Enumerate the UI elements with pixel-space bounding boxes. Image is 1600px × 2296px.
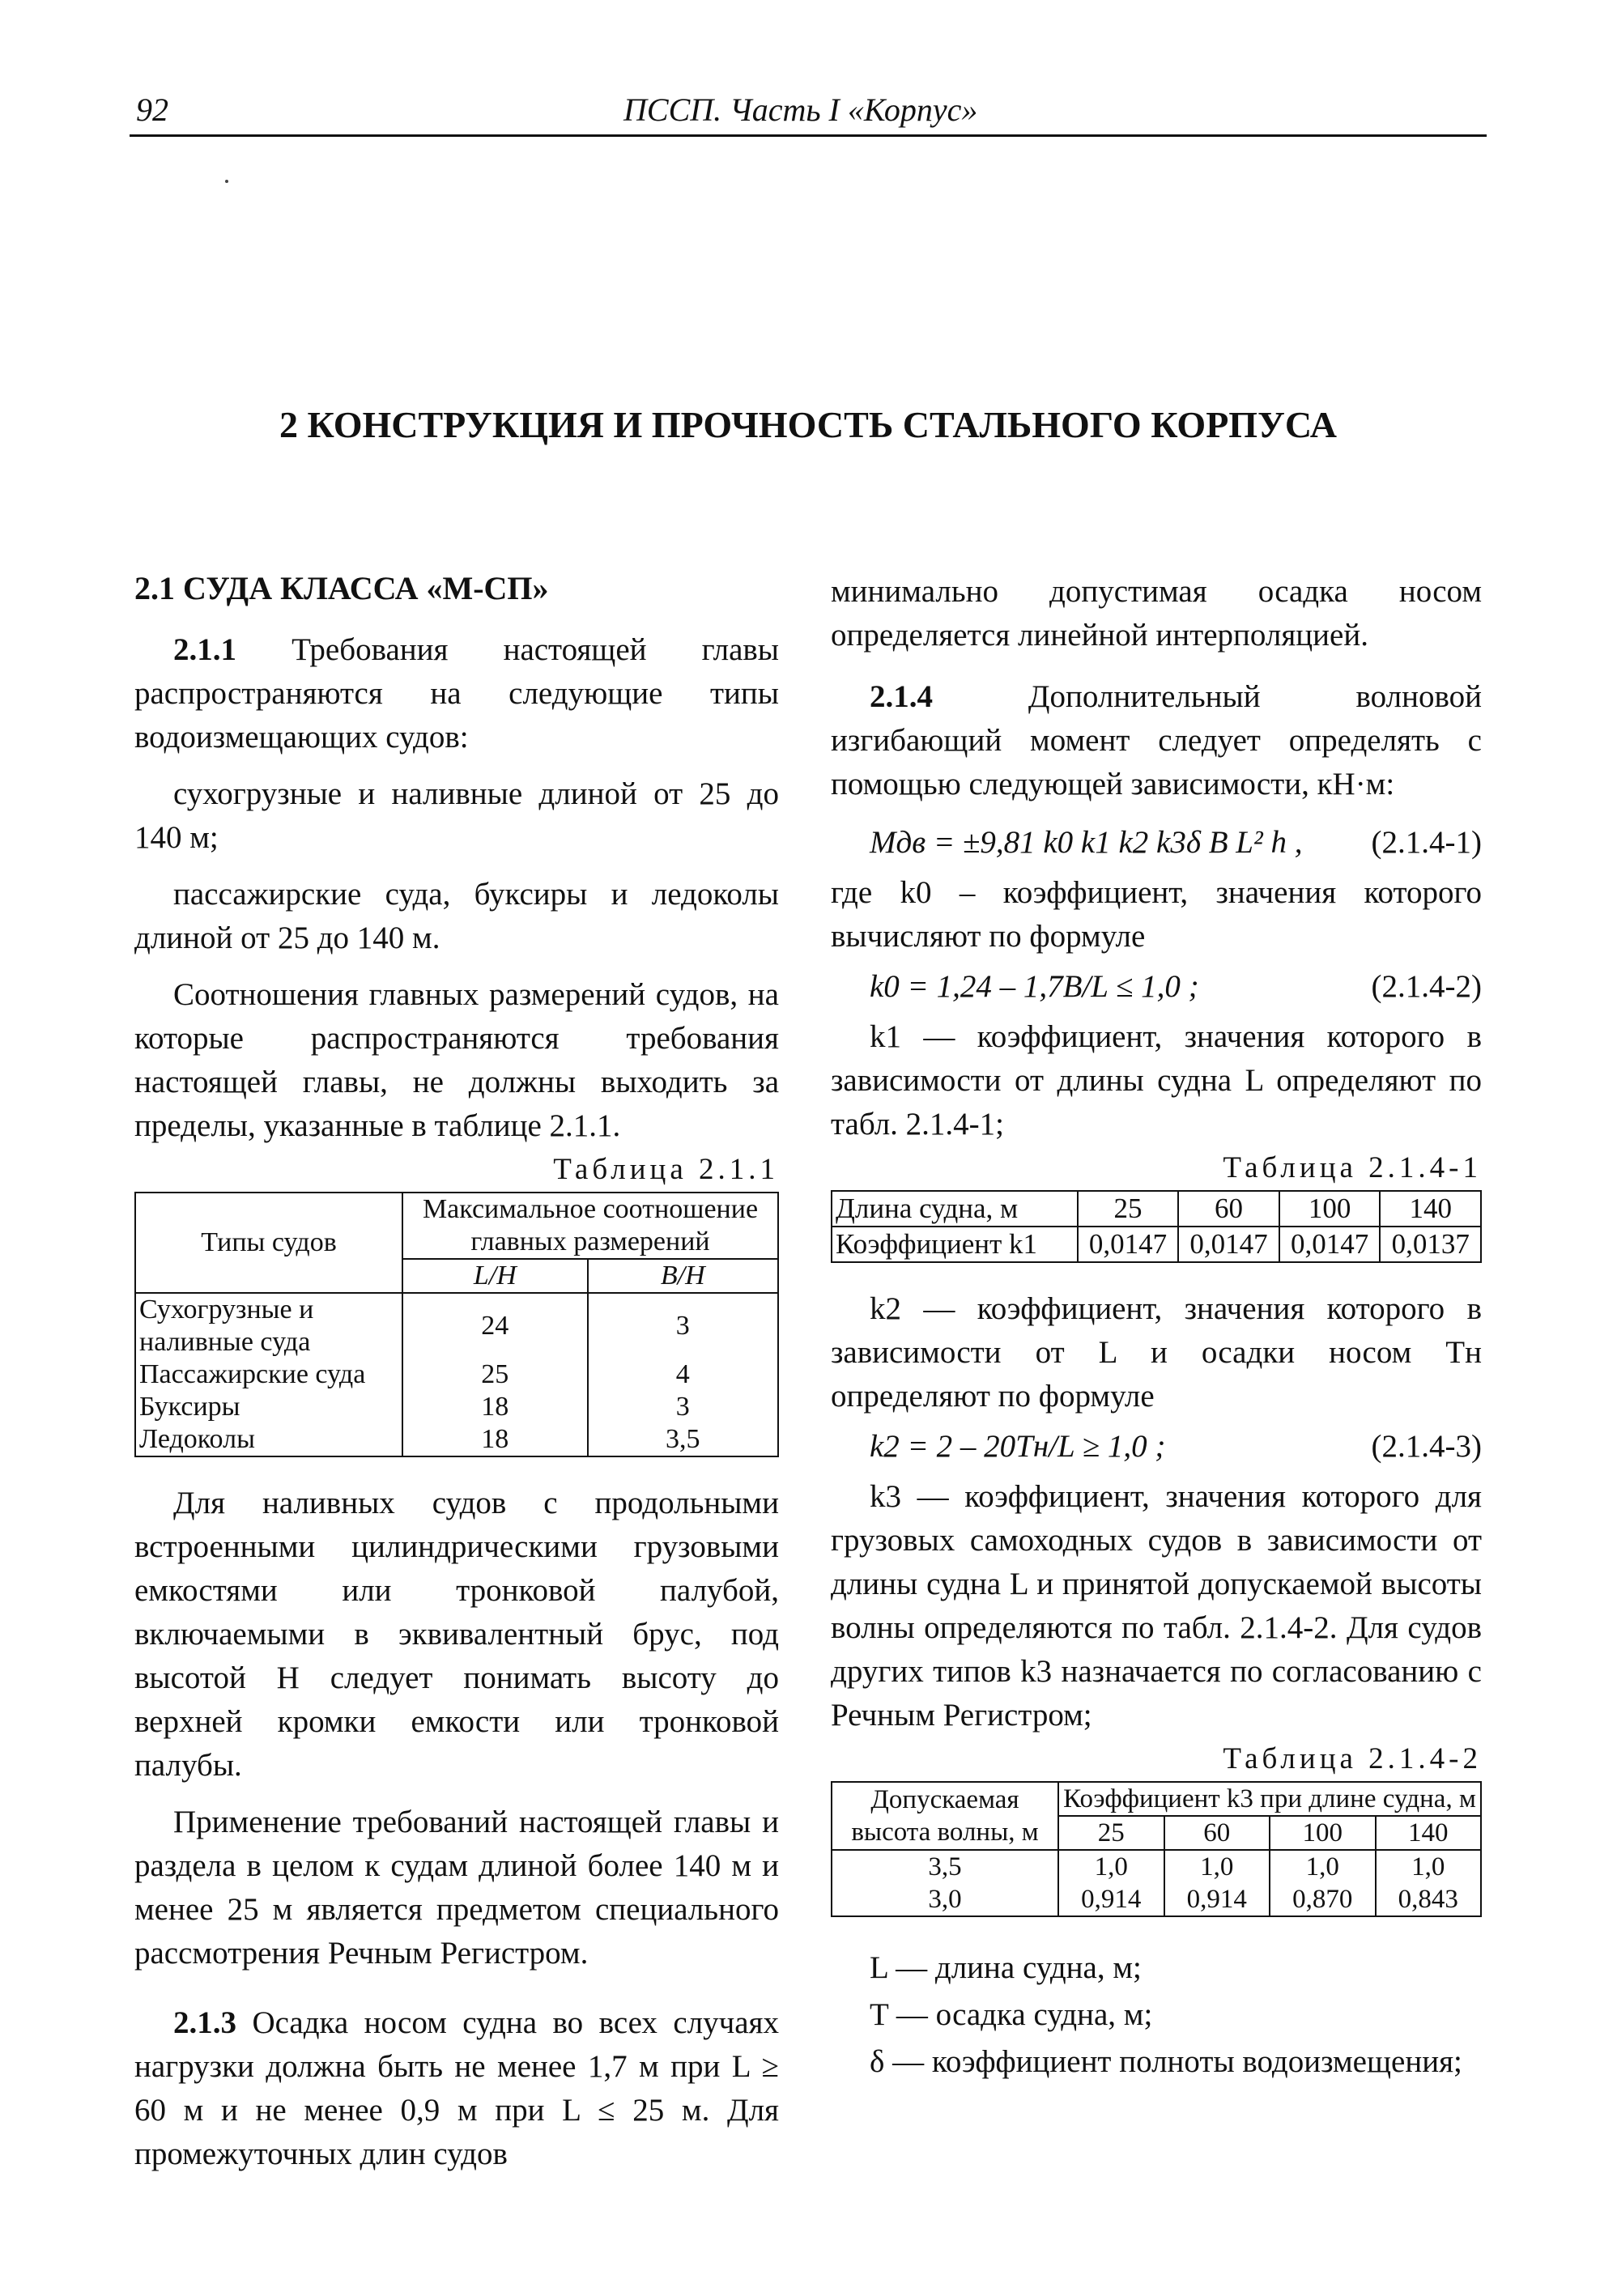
paragraph-k2: k2 — коэффициент, значения которого в зависимости от L и осадки носом Tн определяют по формуле bbox=[831, 1291, 1482, 1414]
ship-type: Ледоколы bbox=[135, 1423, 402, 1456]
table-2-1-1-caption: Таблица 2.1.1 bbox=[553, 1153, 779, 1186]
bh-value: 3,5 bbox=[588, 1423, 778, 1456]
clause-text: Осадка носом судна во всех случаях нагрузки должна быть не менее 1,7 м при L ≥ 60 м и не менее 0,9 м при L ≤ 25 м. Для промежуточных длин судов bbox=[134, 2005, 779, 2171]
table-header-types: Типы судов bbox=[135, 1193, 402, 1293]
length-cell: 140 bbox=[1380, 1191, 1481, 1227]
formula-number: (2.1.4-1) bbox=[1371, 825, 1482, 860]
paragraph-2-1-1 bbox=[134, 628, 779, 759]
formula-expression: k0 = 1,24 – 1,7B/L ≤ 1,0 ; bbox=[870, 969, 1199, 1004]
coef-cell: 0,843 bbox=[1376, 1883, 1482, 1916]
table-row bbox=[832, 1191, 1481, 1227]
clause-number: 2.1.4 bbox=[870, 679, 933, 714]
lh-value: 25 bbox=[402, 1358, 588, 1391]
paragraph-k1: k1 — коэффициент, значения которого в зависимости от длины судна L определяют по табл. 2.1.4-1; bbox=[831, 1019, 1482, 1142]
table-2-1-4-1-caption: Таблица 2.1.4-1 bbox=[1223, 1151, 1482, 1184]
coef-cell: 0,914 bbox=[1058, 1883, 1164, 1916]
length-cell: 25 bbox=[1078, 1191, 1179, 1227]
right-column bbox=[831, 570, 1482, 2084]
table-header-bh: B/H bbox=[588, 1259, 778, 1293]
bh-value: 3 bbox=[588, 1293, 778, 1358]
clause-text: Дополнительный волновой изгибающий момент следует определять с помощью следующей зависимости, кН·м: bbox=[831, 679, 1482, 801]
table-2-1-4-2 bbox=[831, 1781, 1482, 1917]
definition-draught: T — осадка судна, м; bbox=[870, 1997, 1153, 2032]
paragraph-application: Применение требований настоящей главы и раздела в целом к судам длиной более 140 м и менее 25 м является предметом специального рассмотрения Речным Регистром. bbox=[134, 1805, 779, 1971]
wave-height: 3,0 bbox=[832, 1883, 1058, 1916]
page-number: 92 bbox=[136, 91, 168, 128]
lh-value: 18 bbox=[402, 1391, 588, 1423]
table-header-wave: Допускаемая высота волны, м bbox=[832, 1782, 1058, 1850]
formula-expression: k2 = 2 – 20Tн/L ≥ 1,0 ; bbox=[870, 1429, 1166, 1464]
table-row bbox=[135, 1423, 778, 1456]
table-row bbox=[135, 1358, 778, 1391]
length-cell: 25 bbox=[1058, 1816, 1164, 1850]
header-rule bbox=[130, 134, 1487, 137]
paragraph-cargo: сухогрузные и наливные длиной от 25 до 140 м; bbox=[134, 776, 779, 855]
table-row bbox=[135, 1293, 778, 1358]
paragraph-ratios: Соотношения главных размерений судов, на которые распространяются требования настоящей главы, не должны выходить за пределы, указанные в таблице 2.1.1. bbox=[134, 977, 779, 1143]
coef-cell: 1,0 bbox=[1376, 1850, 1482, 1883]
lh-value: 18 bbox=[402, 1423, 588, 1456]
length-cell: 100 bbox=[1279, 1191, 1381, 1227]
left-column bbox=[134, 567, 779, 2176]
coef-cell: 0,0147 bbox=[1078, 1227, 1179, 1262]
paragraph-k3: k3 — коэффициент, значения которого для грузовых самоходных судов в зависимости от длины судна L и принятой допускаемой высоты волны определяются по табл. 2.1.4-2. Для судов других типов k3 назначается по согласованию с Речным Регистром; bbox=[831, 1479, 1482, 1733]
ship-type: Буксиры bbox=[135, 1391, 402, 1423]
coef-cell: 0,870 bbox=[1270, 1883, 1376, 1916]
row-label: Коэффициент k1 bbox=[832, 1227, 1078, 1262]
coef-cell: 0,0137 bbox=[1380, 1227, 1481, 1262]
paragraph-k0: где k0 – коэффициент, значения которого вычисляют по формуле bbox=[831, 875, 1482, 954]
paragraph-passenger: пассажирские суда, буксиры и ледоколы длиной от 25 до 140 м. bbox=[134, 877, 779, 955]
paragraph-2-1-4 bbox=[831, 675, 1482, 806]
coef-cell: 1,0 bbox=[1058, 1850, 1164, 1883]
length-cell: 60 bbox=[1164, 1816, 1270, 1850]
coef-cell: 1,0 bbox=[1270, 1850, 1376, 1883]
formula-expression: Mдв = ±9,81 k0 k1 k2 k3δ B L² h , bbox=[870, 825, 1303, 860]
formula-2-1-4-2 bbox=[831, 965, 1482, 1009]
chapter-title: 2 КОНСТРУКЦИЯ И ПРОЧНОСТЬ СТАЛЬНОГО КОРПУСА bbox=[279, 404, 1337, 445]
paragraph-2-1-3 bbox=[134, 2001, 779, 2176]
formula-2-1-4-1 bbox=[831, 821, 1482, 865]
table-row bbox=[832, 1883, 1481, 1916]
length-cell: 100 bbox=[1270, 1816, 1376, 1850]
running-title: ПССП. Часть I «Корпус» bbox=[623, 91, 978, 128]
definition-delta: δ — коэффициент полноты водоизмещения; bbox=[870, 2044, 1462, 2079]
formula-number: (2.1.4-3) bbox=[1371, 1429, 1482, 1464]
coef-cell: 0,0147 bbox=[1279, 1227, 1381, 1262]
table-row bbox=[135, 1391, 778, 1423]
coef-cell: 1,0 bbox=[1164, 1850, 1270, 1883]
table-row bbox=[832, 1850, 1481, 1883]
row-label: Длина судна, м bbox=[832, 1191, 1078, 1227]
length-cell: 140 bbox=[1376, 1816, 1482, 1850]
coef-cell: 0,0147 bbox=[1178, 1227, 1279, 1262]
clause-text: Требования настоящей главы распространяются на следующие типы водоизмещающих судов: bbox=[134, 632, 779, 755]
definition-length: L — длина судна, м; bbox=[870, 1950, 1142, 1985]
print-speck bbox=[225, 180, 228, 183]
table-row bbox=[832, 1227, 1481, 1262]
table-header-lh: L/H bbox=[402, 1259, 588, 1293]
bh-value: 3 bbox=[588, 1391, 778, 1423]
table-header-group: Максимальное соотношение главных размерений bbox=[402, 1193, 778, 1259]
coef-cell: 0,914 bbox=[1164, 1883, 1270, 1916]
ship-type: Пассажирские суда bbox=[135, 1358, 402, 1391]
formula-number: (2.1.4-2) bbox=[1371, 969, 1482, 1004]
clause-number: 2.1.1 bbox=[173, 632, 236, 667]
table-header-group: Коэффициент k3 при длине судна, м bbox=[1058, 1782, 1481, 1816]
paragraph-tankers: Для наливных судов с продольными встроенными цилиндрическими грузовыми емкостями или тронковой палубой, включаемыми в эквивалентный брус, под высотой H следует понимать высоту до верхней кромки емкости или тронковой палубы. bbox=[134, 1486, 779, 1783]
table-2-1-4-1 bbox=[831, 1190, 1482, 1263]
clause-number: 2.1.3 bbox=[173, 2005, 236, 2040]
section-title: 2.1 СУДА КЛАССА «М-СП» bbox=[134, 570, 549, 606]
lh-value: 24 bbox=[402, 1293, 588, 1358]
paragraph-interpolation: минимально допустимая осадка носом определяется линейной интерполяцией. bbox=[831, 574, 1482, 653]
wave-height: 3,5 bbox=[832, 1850, 1058, 1883]
formula-2-1-4-3 bbox=[831, 1425, 1482, 1469]
bh-value: 4 bbox=[588, 1358, 778, 1391]
ship-type: Сухогрузные и наливные суда bbox=[135, 1293, 402, 1358]
table-2-1-4-2-caption: Таблица 2.1.4-2 bbox=[1223, 1742, 1482, 1775]
table-2-1-1 bbox=[134, 1192, 779, 1457]
length-cell: 60 bbox=[1178, 1191, 1279, 1227]
